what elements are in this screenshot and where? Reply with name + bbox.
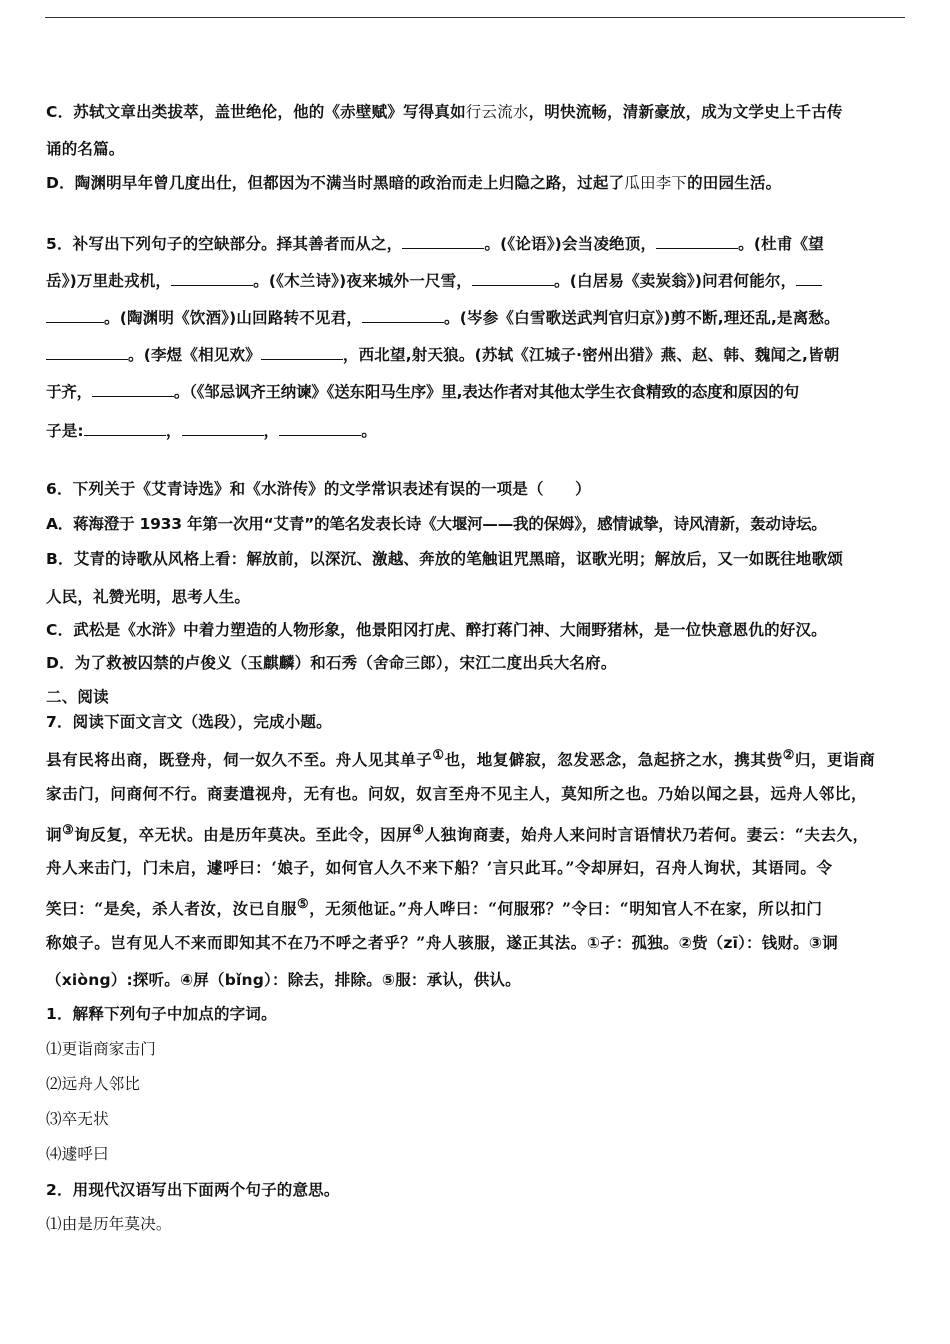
- item-text: 商家击门: [93, 1040, 156, 1058]
- item-text: 无状: [77, 1110, 109, 1128]
- item-number: ⑷: [46, 1145, 62, 1163]
- dotted-char: 瓜: [624, 174, 640, 192]
- q4-option-c-line2: 诵的名篇。: [46, 140, 125, 158]
- passage-line: [46, 820, 906, 846]
- passage-text: 人独询商妻，始舟人来问时言语情状乃若何。妻云：“夫去久，: [424, 825, 869, 845]
- q5-text: 。: [361, 422, 377, 440]
- q7-sub1-item: [46, 1073, 906, 1095]
- item-number: ⑵: [46, 1075, 62, 1093]
- option-c-text-tail: ，明快流畅，清新豪放，成为文学史上千古传: [528, 103, 843, 121]
- option-a-label: A．: [46, 515, 74, 533]
- footnote-marker: ①: [432, 748, 445, 763]
- q5-text: 。(杜甫《望: [738, 235, 824, 253]
- passage-text: 诇: [46, 825, 63, 845]
- annotation-notes-line2: （xiòng）:探听。④屏（bǐng）：除去，排除。⑤服：承认，供认。: [46, 971, 521, 989]
- option-b-label: B．: [46, 550, 74, 568]
- answer-blank[interactable]: [656, 234, 738, 249]
- footnote-marker: ②: [782, 748, 795, 763]
- q5-text: 岳》)万里赴戎机，: [46, 272, 172, 290]
- passage-text: 归，更诣商: [794, 750, 876, 770]
- passage-line: [46, 857, 906, 879]
- q6-option-a: [46, 513, 906, 535]
- answer-blank[interactable]: [46, 345, 128, 360]
- q5-text: 于齐，: [46, 383, 92, 401]
- option-d-text-tail: 的田园生活。: [687, 174, 782, 192]
- dotted-char: 李: [655, 174, 672, 192]
- answer-blank[interactable]: [182, 421, 264, 436]
- answer-blank[interactable]: [472, 271, 554, 286]
- passage-text: 舟人来击门，门未启，遽呼曰：‘娘子，如何官人久不来下船？’言只此耳。”令却屏妇，召舟人询状，其语同。令: [46, 858, 833, 877]
- q5-text: 。(李煜《相见欢》: [128, 346, 261, 364]
- q5-text: 。(岑参《白雪歌送武判官归京》)剪不断,理还乱,是离愁。: [444, 309, 840, 327]
- header-rule: [45, 17, 905, 18]
- q6-option-c: [46, 619, 906, 641]
- answer-blank[interactable]: [92, 382, 174, 397]
- dotted-char: 流: [497, 103, 513, 121]
- option-d-text: 为了救被囚禁的卢俊义（玉麒麟）和石秀（舍命三郎），宋江二度出兵大名府。: [74, 654, 617, 672]
- answer-blank[interactable]: [402, 234, 484, 249]
- answer-blank[interactable]: [46, 308, 104, 323]
- option-c-text: 武松是《水浒》中着力塑造的人物形象，他景阳冈打虎、醉打蒋门神、大闹野猪林，是一位快意恩仇的好汉。: [73, 621, 827, 639]
- q7-sub1-stem: 1．解释下列句子中加点的字词。: [46, 1005, 277, 1023]
- option-c-label: C．: [46, 621, 74, 639]
- answer-blank[interactable]: [796, 271, 822, 286]
- option-d-text: 陶渊明早年曾几度出仕，但都因为不满当时黑暗的政治而走上归隐之路，过起了: [74, 174, 625, 192]
- q5-text: ，: [263, 422, 280, 440]
- q5-text: 。(《木兰诗》)夜来城外一尺雪，: [253, 272, 473, 290]
- q5-line3: [46, 307, 906, 329]
- answer-blank[interactable]: [279, 421, 361, 436]
- q5-line1: [46, 233, 906, 255]
- passage-text: 也，地复僻寂，忽发恶念，急起挤之水，携其赀: [444, 750, 783, 770]
- dotted-char: 比: [124, 1075, 141, 1093]
- answer-blank[interactable]: [362, 308, 444, 323]
- dotted-char: 误: [449, 480, 466, 498]
- q5-text: 。(白居易《卖炭翁》)问君何能尔，: [554, 272, 797, 290]
- q7-sub2-item: ⑴由是历年莫决。: [46, 1215, 172, 1233]
- q7-sub1-item: [46, 1038, 906, 1060]
- option-d-label: D．: [46, 174, 75, 192]
- footnote-marker: ⑤: [297, 897, 310, 912]
- section-title: 二、阅读: [46, 688, 109, 706]
- q7-sub1-item: [46, 1108, 906, 1130]
- answer-blank[interactable]: [261, 345, 343, 360]
- q6-stem-text: 6．下列关于《艾青诗选》和《水浒传》的文学常识表述: [46, 480, 434, 498]
- item-text: 呼曰: [77, 1145, 109, 1163]
- option-c-label: C．: [46, 103, 74, 121]
- q6-stem: [46, 478, 906, 500]
- footnote-marker: ③: [62, 823, 75, 838]
- dotted-char: 下: [671, 174, 688, 192]
- q5-text: 。(《论语》)会当凌绝顶，: [484, 235, 657, 253]
- dotted-char: 遽: [61, 1145, 78, 1163]
- q5-text: ，: [165, 422, 182, 440]
- passage-text: 询反复，卒无状。由是历年莫决。至此令，因屏: [74, 825, 413, 845]
- dotted-char: 行: [465, 103, 482, 121]
- q7-sub1-item: [46, 1143, 906, 1165]
- dotted-char: 卒: [61, 1110, 78, 1128]
- dotted-char: 水: [512, 103, 529, 121]
- q5-text: 子是:: [46, 422, 84, 440]
- passage-text: ，无须他证。”舟人哗曰：“何服邪？”令曰：“明知官人不在家，所以扣门: [309, 899, 823, 919]
- dotted-char: 田: [640, 174, 656, 192]
- item-text: 更: [61, 1040, 78, 1058]
- option-d-label: D．: [46, 654, 75, 672]
- passage-line: [46, 932, 906, 954]
- passage-text: 称娘子。岂有见人不来而即知其不在乃不呼之者乎？”舟人骇服，遂正其法。: [46, 933, 587, 952]
- footnote-marker: ④: [412, 823, 425, 838]
- q7-sub2-stem: 2．用现代汉语写出下面两个句子的意思。: [46, 1181, 340, 1199]
- passage-text: 家击门，问商何不行。商妻遣视舟，无有也。问奴，奴言至舟不见主人，莫知所之也。乃始以闻之县，远舟人邻比，: [46, 784, 868, 803]
- q5-text: 。(陶渊明《饮酒》)山回路转不见君，: [104, 309, 363, 327]
- q6-option-b-line2: 人民，礼赞光明，思考人生。: [46, 588, 251, 606]
- q5-line2: [46, 270, 906, 292]
- q6-option-b-line1: [46, 548, 906, 570]
- passage-text: 笑曰：“是矣，杀人者汝，汝已自服: [46, 899, 298, 919]
- q5-text: 。（《邹忌讽齐王纳谏》《送东阳马生序》里,表达作者对其他太学生衣食精致的态度和原因的句: [173, 383, 799, 401]
- item-number: ⑴: [46, 1040, 62, 1058]
- q5-text: 5．补写出下列句子的空缺部分。择其善者而从之，: [46, 235, 403, 253]
- q5-line5: [46, 381, 906, 403]
- dotted-char: 云: [481, 103, 498, 121]
- passage-line: [46, 783, 906, 805]
- q4-option-c-line1: [46, 101, 906, 123]
- dotted-char: 有: [433, 480, 450, 498]
- dotted-char: 诣: [77, 1040, 94, 1058]
- option-b-text: 艾青的诗歌从风格上看：解放前，以深沉、激越、奔放的笔触诅咒黑暗，讴歌光明；解放后，又一如既往地歌颂: [73, 550, 844, 568]
- answer-blank[interactable]: [84, 421, 166, 436]
- q5-line6: [46, 420, 906, 442]
- q7-stem: 7．阅读下面文言文（选段），完成小题。: [46, 713, 332, 731]
- annotation-notes: ①孑：孤独。②赀（zī）：钱财。③诇: [586, 934, 838, 952]
- item-text: 远舟人邻: [61, 1075, 125, 1093]
- option-c-text: 苏轼文章出类拔萃，盖世绝伦，他的《赤壁赋》写得真如: [73, 103, 466, 121]
- passage-line: [46, 745, 906, 771]
- item-number: ⑶: [46, 1110, 62, 1128]
- option-a-text: 蒋海澄于 1933 年第一次用“艾青”的笔名发表长诗《大堰河——我的保姆》，感情诚挚，诗风清新，轰动诗坛。: [73, 515, 827, 533]
- q4-option-d: [46, 172, 906, 194]
- answer-blank[interactable]: [171, 271, 253, 286]
- passage-line: [46, 894, 906, 920]
- q5-text: ，西北望,射天狼。(苏轼《江城子·密州出猎》燕、赵、韩、魏闻之,皆朝: [342, 346, 840, 364]
- q6-option-d: [46, 652, 906, 674]
- q6-stem-text: 的一项是（ ）: [465, 480, 591, 498]
- passage-text: 县有民将出商，既登舟，伺一奴久不至。舟人见其单子: [46, 750, 433, 770]
- q5-line4: [46, 344, 906, 366]
